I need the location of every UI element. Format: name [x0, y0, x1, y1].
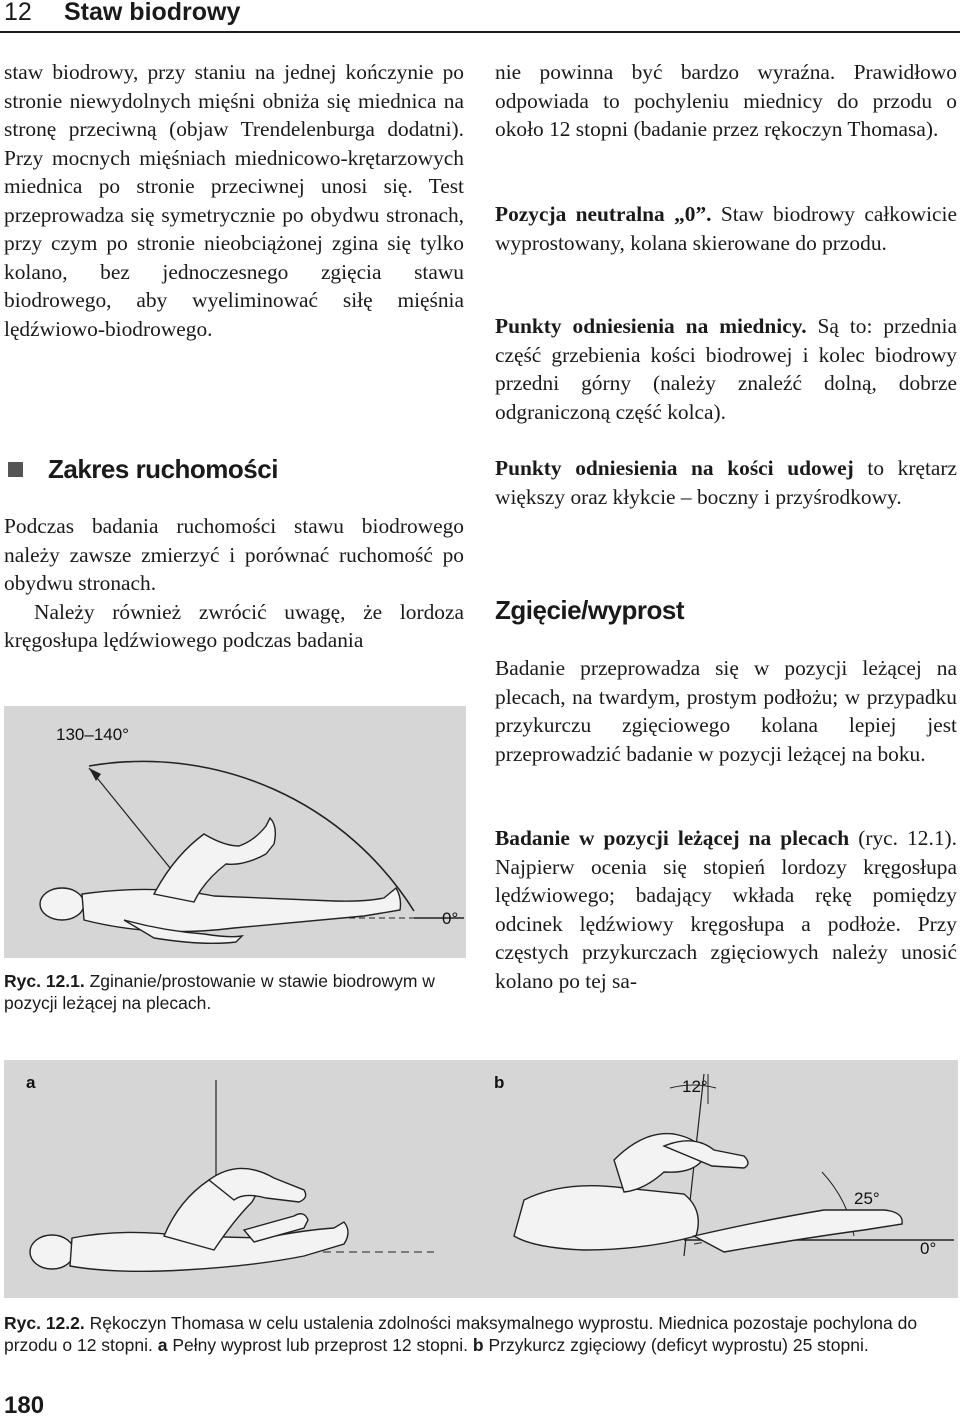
right-paragraph-femur-reference	[495, 454, 957, 511]
pelvis-reference-heading: Punkty odniesienia na miednicy.	[495, 314, 807, 338]
femur-reference-heading: Punkty odniesienia na kości udowej	[495, 456, 854, 480]
panel-b-25-degree-label: 25°	[854, 1189, 880, 1208]
right-paragraph-1: nie powinna być bardzo wyraźna. Prawidłowo odpowiada to pochyleniu miednicy do przodu o około 12 stopni (badanie przez rękoczyn Thomasa).	[495, 60, 957, 141]
left-paragraph-1: staw biodrowy, przy staniu na jednej kończynie po stronie niewydolnych mięśni obniża się miednica na stronę przeciwną (objaw Trendelenburga dodatni). Przy mocnych mięśniach miednicowo-krętarzowych miednica po stronie przeciwnej unosi się. Test przeprowadza się symetrycznie po obydwu stronach, przy czym po stronie nieobciążonej zgina się tylko kolano, bez jednoczesnego zgięcia stawu biodrowego, aby wyeliminować siłę mięśnia lędźwiowo-biodrowego.	[4, 60, 464, 341]
right-paragraph-supine-exam	[495, 824, 957, 995]
figure-12-2-caption-b: b	[472, 1335, 484, 1355]
figure-12-2-caption-text-1: Rękoczyn Thomasa w celu ustalenia zdolności maksymalnego wyprostu. Miednica pozostaje pochylona do przodu o 12 stopni.	[4, 1313, 918, 1355]
figure-12-2-caption-text-3: Przykurcz zgięciowy (deficyt wyprostu) 25 stopni.	[483, 1335, 869, 1355]
panel-b-label: b	[494, 1073, 505, 1092]
right-column-block-1	[495, 58, 957, 144]
right-paragraph-pelvis-reference	[495, 312, 957, 426]
figure-12-2-caption-text-2: Pełny wyprost lub przeprost 12 stopni.	[167, 1335, 473, 1355]
figure-12-1-caption	[4, 970, 466, 1014]
angle-label-130-140: 130–140°	[56, 725, 129, 744]
arc-line	[89, 761, 414, 911]
right-paragraph-examination: Badanie przeprowadza się w pozycji leżącej na plecach, na twardym, prostym podłożu; w przypadku przykurczu zgięciowego kolana lepiej jest przeprowadzić badanie w pozycji leżącej na boku.	[495, 656, 957, 766]
right-column-block-2	[495, 200, 957, 257]
left-column-para-2-block	[4, 512, 464, 655]
femur-reference-text: to krętarz większy oraz kłykcie – boczny i przyśrodkowy.	[495, 456, 958, 509]
figure-12-1-illustration	[4, 706, 466, 958]
panel-b	[494, 1073, 954, 1258]
panel-a-patient-outline	[30, 1168, 348, 1271]
figure-12-2-caption-a: a	[157, 1335, 168, 1355]
panel-a	[26, 1073, 434, 1271]
panel-b-patient-outline	[514, 1134, 902, 1252]
patient-supine-outline	[40, 818, 401, 943]
neutral-position-text: Staw biodrowy całkowicie wyprostowany, kolana skierowane do przodu.	[495, 202, 957, 255]
figure-12-1-caption-text: Zginanie/prostowanie w stawie biodrowym w pozycji leżącej na plecach.	[4, 971, 435, 1013]
right-column-block-5	[495, 654, 957, 768]
right-column-block-4	[495, 454, 957, 511]
supine-exam-heading: Badanie w pozycji leżącej na plecach	[495, 826, 850, 850]
panel-b-12-degree-label: 12°	[682, 1077, 708, 1096]
figure-12-1-caption-number: Ryc. 12.1.	[4, 971, 85, 991]
pelvis-reference-text: Są to: przednia część grzebienia kości biodrowej i kolec biodrowy przedni górny (należy znaleźć dolną, dobrze odgraniczoną część kolca).	[495, 314, 957, 424]
page-number: 180	[4, 1392, 45, 1419]
right-paragraph-neutral-position	[495, 200, 957, 257]
figure-12-2	[4, 1060, 958, 1298]
header-rule	[0, 31, 960, 33]
figure-12-2-caption	[4, 1312, 958, 1356]
zero-degree-label: 0°	[442, 909, 459, 928]
left-column-para-1-block	[4, 58, 464, 343]
panel-a-label: a	[26, 1073, 36, 1092]
arrow-head	[89, 768, 101, 781]
chapter-number: 12	[4, 0, 32, 26]
figure-12-1	[4, 706, 466, 958]
left-paragraph-2: Podczas badania ruchomości stawu biodrowego należy zawsze zmierzyć i porównać ruchomość po obydwu stronach.	[4, 514, 464, 595]
section-heading-range-of-motion: Zakres ruchomości	[48, 454, 278, 484]
right-column-block-3	[495, 312, 957, 426]
panel-b-zero-degree-label: 0°	[920, 1239, 937, 1258]
section-heading-flexion-extension: Zgięcie/wyprost	[495, 595, 684, 625]
figure-12-2-caption-number: Ryc. 12.2.	[4, 1313, 85, 1333]
figure-12-2-illustration	[4, 1060, 958, 1298]
running-header	[0, 0, 960, 30]
section-marker-square	[8, 462, 23, 477]
chapter-title: Staw biodrowy	[64, 0, 241, 26]
right-column-block-6	[495, 824, 957, 995]
left-paragraph-3: Należy również zwrócić uwagę, że lordoza kręgosłupa lędźwiowego podczas badania	[4, 599, 464, 652]
neutral-position-heading: Pozycja neutralna „0”.	[495, 202, 712, 226]
supine-exam-text: (ryc. 12.1). Najpierw ocenia się stopień lordozy kręgosłupa lędźwiowego; badający wkłada rękę pomiędzy odcinek lędźwiowy kręgosłupa a podłoże. Przy częstych przykurczach zgięciowych należy unosić kolano po tej sa-	[495, 826, 957, 993]
